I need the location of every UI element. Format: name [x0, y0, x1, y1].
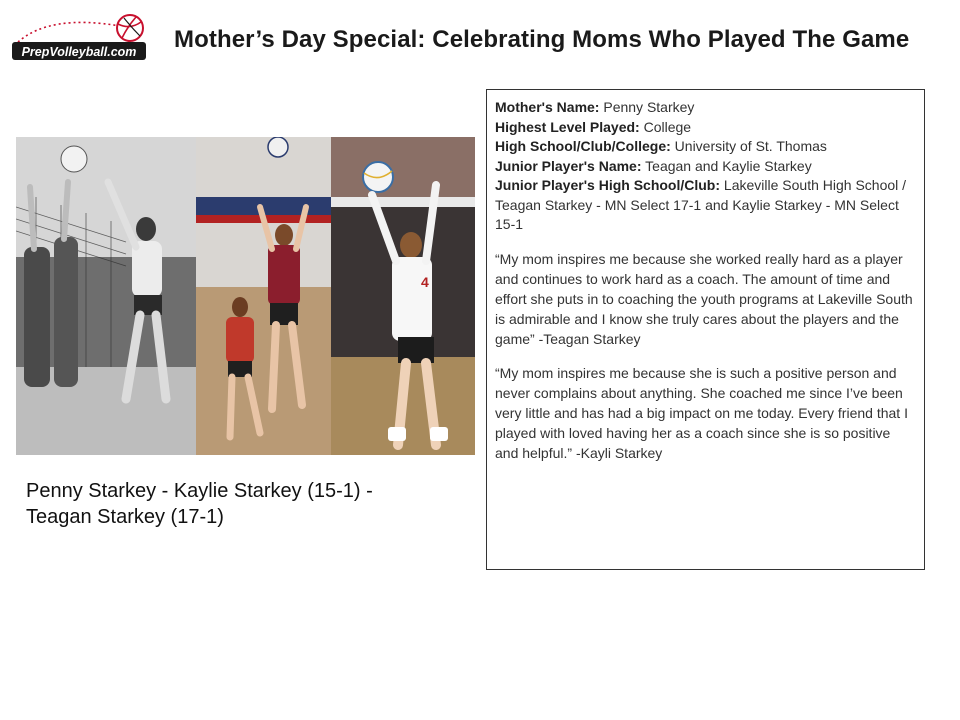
info-value: Penny Starkey	[599, 99, 695, 115]
logo-wordmark: PrepVolleyball.com	[21, 45, 137, 59]
info-row-mothers-name	[495, 98, 916, 118]
photo-caption	[26, 478, 446, 530]
photo-collage	[16, 137, 475, 455]
info-row-highest-level	[495, 118, 916, 138]
info-label: High School/Club/College:	[495, 138, 671, 154]
prepvolleyball-logo[interactable]	[10, 12, 150, 64]
info-label: Mother's Name:	[495, 99, 600, 115]
info-value: College	[639, 118, 692, 135]
quote-teagan: “My mom inspires me because she worked really hard as a player and continues to work hard as a coach. The amount of time and effort she puts in to coaching the youth programs at Lakeville South is admirable and I know she truly cares about the players and the game” -Teagan Starkey	[495, 250, 913, 347]
svg-text:4: 4	[421, 274, 429, 290]
caption-line-1: Penny Starkey - Kaylie Starkey (15-1) -	[26, 480, 373, 502]
info-row-school	[495, 137, 916, 157]
caption-line-2: Teagan Starkey (17-1)	[26, 506, 224, 528]
profile-info-box	[486, 89, 925, 570]
info-label: Junior Player's Name:	[495, 157, 642, 174]
photo-panel-player-white	[331, 137, 475, 455]
info-value: University of St. Thomas	[670, 138, 827, 154]
quote-kayli: “My mom inspires me because she is such a positive person and never complains about anything. She coached me since I’ve been very little and has had a big impact on me today. Every friend that I played with loved having her as a coach since she is so positive and helpful.” -Kayli Starkey	[495, 364, 908, 461]
info-row-junior-club	[495, 176, 916, 235]
photo-panel-player-red	[196, 137, 331, 455]
info-value: Lakeville South High School / Teagan Starkey - MN Select 17-1 and Kaylie Starkey - MN Select 15-1	[495, 177, 907, 232]
info-row-junior-name	[495, 157, 916, 177]
page-title: Mother’s Day Special: Celebrating Moms Who Played The Game	[174, 26, 910, 53]
photo-panel-mother	[16, 137, 196, 455]
info-label: Junior Player's High School/Club:	[495, 177, 721, 193]
info-value: Teagan and Kaylie Starkey	[641, 157, 812, 174]
info-label: Highest Level Played:	[495, 118, 640, 135]
